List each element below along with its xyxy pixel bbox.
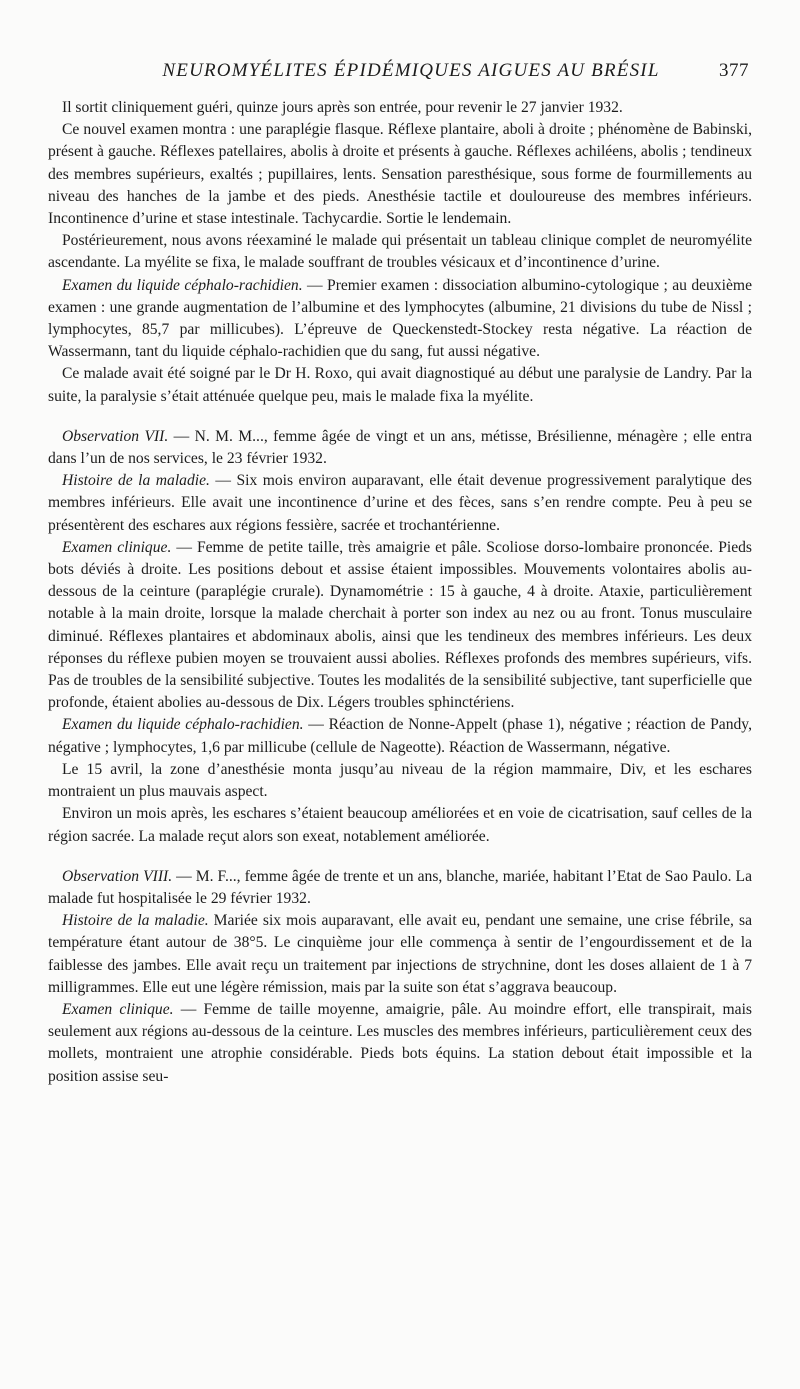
paragraph — [48, 910, 752, 999]
paragraph — [48, 714, 752, 758]
page-header — [113, 60, 749, 88]
paragraph — [48, 866, 752, 910]
paragraph — [48, 275, 752, 364]
paragraph-text: Il sortit cliniquement guéri, quinze jours après son entrée, pour revenir le 27 janvier 1932. — [62, 99, 623, 116]
paragraph-text: Environ un mois après, les eschares s’étaient beaucoup améliorées et en voie de cicatrisation, sauf celles de la région sacrée. La malade reçut alors son exeat, notablement améliorée. — [48, 805, 752, 845]
paragraph — [48, 537, 752, 715]
page-number: 377 — [719, 60, 749, 81]
paragraph-lead: Observation VIII. — [62, 867, 173, 885]
paragraph-text: — Réaction de Nonne-Appelt (phase 1), négative ; réaction de Pandy, négative ; lymphocytes, 1,6 par millicube (cellule de Nageotte). Réaction de Wassermann, négative. — [48, 716, 752, 756]
paragraph-text: — Premier examen : dissociation albumino-cytologique ; au deuxième examen : une grande augmentation de l’albumine et des lymphocytes (albumine, 21 divisions du tube de Nissl ; lymphocytes, 85,7 par millicubes). L’épreuve de Queckenstedt-Stockey resta négative. La réaction de Wassermann, tant du liquide céphalo-rachidien que du sang, fut aussi négative. — [48, 276, 752, 361]
paragraph — [48, 363, 752, 407]
paragraph-text: — Femme de taille moyenne, amaigrie, pâle. Au moindre effort, elle transpirait, mais seulement aux régions au-dessous de la ceinture. Les muscles des membres inférieurs, particulièrement ceux des mollets, montraient une atrophie considérable. Pieds bots équins. La station debout était impossible et la position assise seu- — [48, 1000, 752, 1085]
paragraph-text: — M. F..., femme âgée de trente et un ans, blanche, mariée, habitant l’Etat de Sao Paulo. La malade fut hospitalisée le 29 février 1932. — [48, 867, 752, 907]
paragraph-lead: Histoire de la maladie. — [62, 472, 210, 490]
paragraph-text: Ce malade avait été soigné par le Dr H. Roxo, qui avait diagnostiqué au début une paralysie de Landry. Par la suite, la paralysie s’était atténuée quelque peu, mais le malade fixa la myélite. — [48, 365, 752, 405]
paragraph-text: — N. M. M..., femme âgée de vingt et un ans, métisse, Brésilienne, ménagère ; elle entra dans l’un de nos services, le 23 février 1932. — [48, 427, 752, 468]
body-text — [48, 97, 752, 1088]
running-title: NEUROMYÉLITES ÉPIDÉMIQUES AIGUES AU BRÉSIL — [162, 60, 660, 81]
paragraph — [48, 97, 752, 119]
paragraph-lead: Examen clinique. — [62, 538, 172, 556]
paragraph — [48, 426, 752, 470]
paragraph — [48, 999, 752, 1088]
paragraph-text: Ce nouvel examen montra : une paraplégie flasque. Réflexe plantaire, aboli à droite ; phénomène de Babinski, présent à gauche. Réflexes patellaires, abolis à droite et présents à gauche. Réflexes achiléens, abolis ; tendineux des membres supérieurs, exaltés ; pupillaires, lents. Sensation paresthésique, sous forme de fourmillements au niveau des hanches de la jambe et des pieds. Anesthésie tactile et douloureuse des membres inférieurs. Incontinence d’urine et stase intestinale. Tachycardie. Sortie le lendemain. — [48, 121, 752, 228]
paragraph-text: Mariée six mois auparavant, elle avait eu, pendant une semaine, une crise fébrile, sa température étant autour de 38°5. Le cinquième jour elle commença à sentir de l’engourdissement et de la faiblesse des jambes. Elle avait reçu un traitement par injections de strychnine, dont les doses allaient de 1 à 7 milligrammes. Elle eut une légère rémission, mais par la suite son état s’aggrava beaucoup. — [48, 912, 752, 996]
paragraph-text: Postérieurement, nous avons réexaminé le malade qui présentait un tableau clinique complet de neuromyélite ascendante. La myélite se fixa, le malade souffrant de troubles vésicaux et d’incontinence d’urine. — [48, 232, 752, 272]
paragraph — [48, 470, 752, 537]
paragraph — [48, 803, 752, 847]
paragraph-text: Le 15 avril, la zone d’anesthésie monta jusqu’au niveau de la région mammaire, Div, et les eschares montraient un plus mauvais aspect. — [48, 760, 752, 801]
paragraph-lead: Examen du liquide céphalo-rachidien. — [62, 276, 303, 294]
paragraph-lead: Examen du liquide céphalo-rachidien. — [62, 716, 304, 734]
paragraph — [48, 230, 752, 274]
paragraph-lead: Examen clinique. — [62, 1000, 174, 1018]
paragraph-lead: Observation VII. — [62, 427, 169, 445]
paragraph — [48, 759, 752, 803]
paragraph-text: — Six mois environ auparavant, elle était devenue progressivement paralytique des membres inférieurs. Elle avait une incontinence d’urine et des fèces, sans s’en rendre compte. Peu à peu se présentèrent des eschares aux régions fessière, sacrée et trochantérienne. — [48, 472, 752, 534]
paragraph-text: — Femme de petite taille, très amaigrie et pâle. Scoliose dorso-lombaire prononcée. Pieds bots déviés à droite. Les positions debout et assise étaient impossibles. Mouvements volontaires abolis au-dessous de la ceinture (paraplégie crurale). Dynamométrie : 15 à gauche, 4 à droite. Ataxie, particulièrement notable à la main droite, lorsque la malade cherchait à porter son index au nez ou au front. Tonus musculaire diminué. Réflexes plantaires et abdominaux abolis, ainsi que les tendineux des membres inférieurs. Les deux réponses du réflexe pubien moyen se trouvaient aussi abolies. Réflexes profonds des membres supérieurs, vifs. Pas de troubles de la sensibilité subjective. Toutes les modalités de la sensibilité subjective, tant superficielle que profonde, étaient abolies au-dessous de Dix. Légers troubles sphinctériens. — [48, 538, 752, 712]
paragraph-lead: Histoire de la maladie. — [62, 912, 209, 930]
paragraph — [48, 119, 752, 230]
